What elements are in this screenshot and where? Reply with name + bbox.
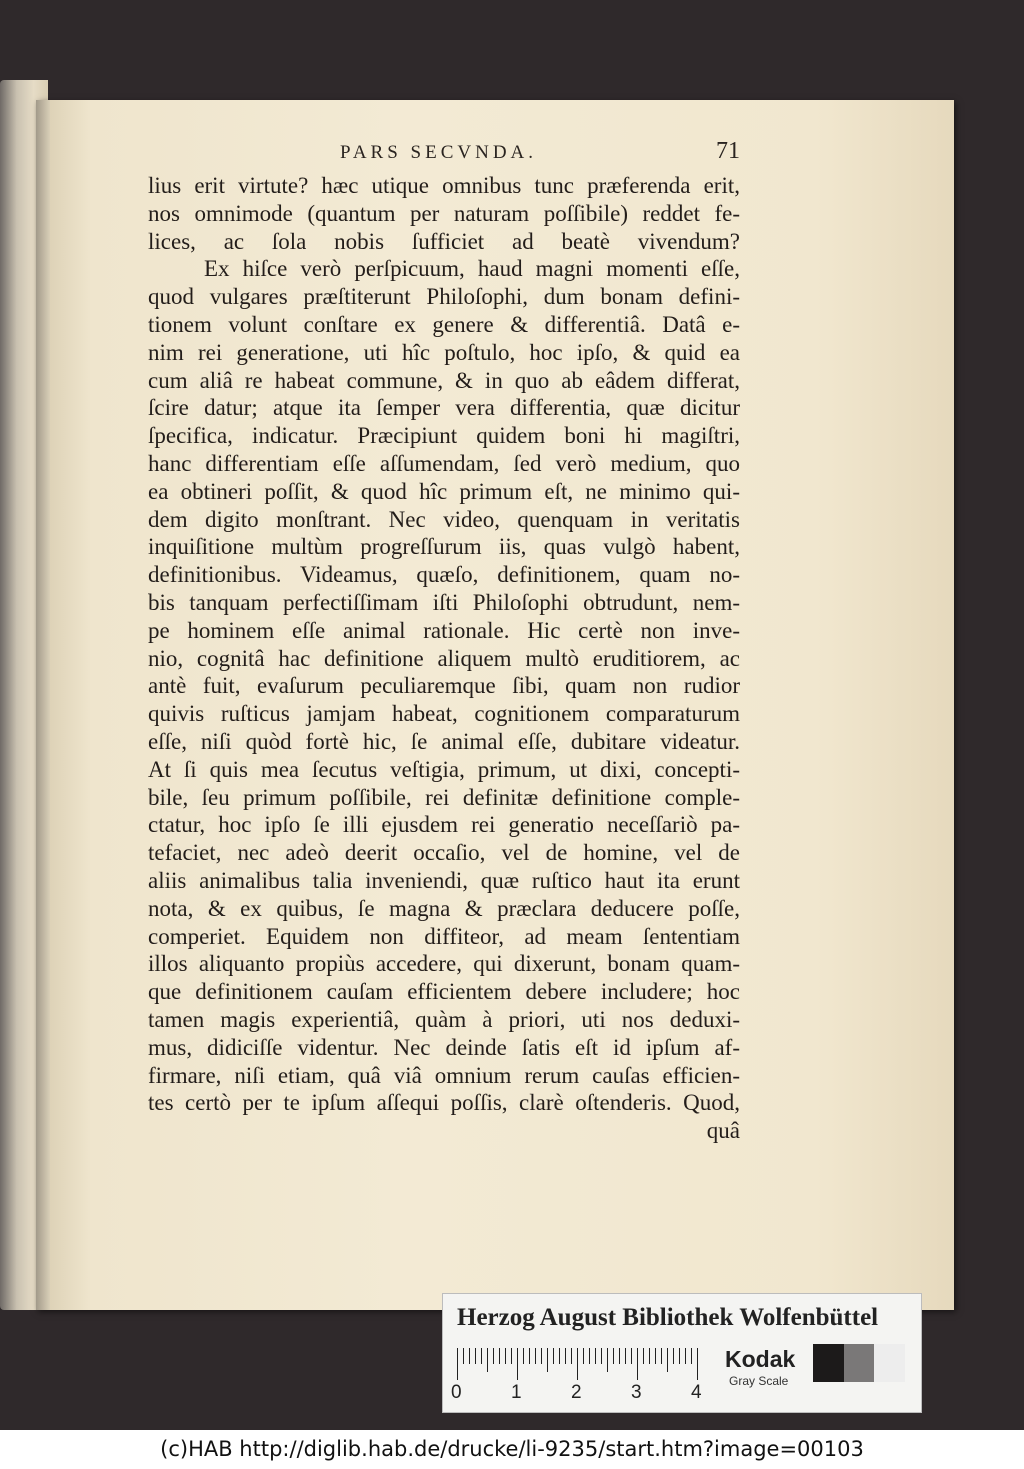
ruler-tick (643, 1348, 644, 1364)
text-line: firmare, niſi etiam, quâ viâ omnium rerum cauſas efficien- (148, 1062, 740, 1088)
text-line: que definitionem cauſam efficientem debere includere; hoc (148, 979, 740, 1005)
text-line: tamen magis experientiâ, quàm à priori, uti nos deduxi- (148, 1006, 740, 1032)
text-line: lius erit virtute? hæc utique omnibus tunc præferenda erit, (148, 173, 740, 198)
ruler-tick (607, 1348, 608, 1372)
ruler-tick (487, 1348, 488, 1372)
ruler-number: 3 (631, 1382, 642, 1403)
ruler-tick (493, 1348, 494, 1364)
text-line: nota, & ex quibus, ſe magna & præclara deducere poſſe, (148, 895, 740, 921)
text-line: antè fuit, evaſurum peculiaremque ſibi, quam non rudior (148, 673, 740, 699)
ruler-tick (625, 1348, 626, 1364)
ruler-tick (583, 1348, 584, 1364)
ruler-tick (691, 1348, 692, 1364)
ruler-tick (595, 1348, 596, 1364)
text-line: illos aliquanto propiùs accedere, qui dixerunt, bonam quam- (148, 951, 740, 977)
gray-swatch (844, 1344, 875, 1382)
ruler-tick (499, 1348, 500, 1364)
ruler-tick (637, 1348, 638, 1380)
ruler-numbers (451, 1382, 751, 1406)
text-line: hanc differentiam eſſe aſſumendam, ſed verò medium, quo (148, 450, 740, 476)
text-line: aliis animalibus talia inveniendi, quæ ruſtico haut ita erunt (148, 867, 740, 893)
ruler-tick (667, 1348, 668, 1372)
ruler-tick (565, 1348, 566, 1364)
ruler-tick (685, 1348, 686, 1364)
text-line: nim rei generatione, uti hîc poſtulo, hoc ipſo, & quid ea (148, 339, 740, 365)
text-line: inquiſitione multùm progreſſurum iis, quas vulgò habent, (148, 534, 740, 560)
text-line: Ex hiſce verò perſpicuum, haud magni momenti eſſe, (204, 256, 740, 282)
ruler-number: 2 (571, 1382, 582, 1403)
text-line: ctatur, hoc ipſo ſe illi ejusdem rei generatio neceſſariò pa- (148, 812, 740, 838)
page-gutter (36, 100, 50, 1310)
text-line: quod vulgares præſtiterunt Philoſophi, dum bonam defini- (148, 284, 740, 310)
text-line: definitionibus. Videamus, quæſo, definitionem, quam no- (148, 562, 740, 588)
text-line: bis tanquam perfectiſſimam iſti Philoſophi obtrudunt, nem- (148, 589, 740, 615)
page-number: 71 (716, 138, 740, 164)
ruler-tick (469, 1348, 470, 1364)
ruler-tick (505, 1348, 506, 1364)
text-line: pe hominem eſſe animal rationale. Hic certè non inve- (148, 617, 740, 643)
text-line: ea obtineri poſſit, & quod hîc primum eſt, ne minimo qui- (148, 478, 740, 504)
ruler-tick (553, 1348, 554, 1364)
ruler-tick (481, 1348, 482, 1364)
ruler-tick (697, 1348, 698, 1380)
text-line: comperiet. Equidem non diffiteor, ad meam ſententiam (148, 923, 740, 949)
ruler-tick (613, 1348, 614, 1364)
ruler-tick (661, 1348, 662, 1364)
ruler-tick (577, 1348, 578, 1380)
ruler-tick (529, 1348, 530, 1364)
ruler-tick (535, 1348, 536, 1364)
text-line: cum aliâ re habeat commune, & in quo ab eâdem differat, (148, 367, 740, 393)
ruler-tick (655, 1348, 656, 1364)
text-line: lices, ac ſola nobis ſufficiet ad beatè vivendum? (148, 228, 740, 254)
ruler-tick (631, 1348, 632, 1364)
text-line: ſcire datur; atque ita ſemper vera differentia, quæ dicitur (148, 395, 740, 421)
text-line: eſſe, niſi quòd fortè hic, ſe animal eſſe, dubitare videatur. (148, 728, 740, 754)
running-title: PARS SECVNDA. (340, 142, 538, 163)
ruler-tick (571, 1348, 572, 1364)
ruler-tick (673, 1348, 674, 1364)
color-card (442, 1293, 922, 1413)
text-line: nio, cognitâ hac definitione aliquem multò eruditiorem, ac (148, 645, 740, 671)
text-line: tefaciet, nec adeò deerit occaſio, vel de homine, vel de (148, 840, 740, 866)
ruler-tick (589, 1348, 590, 1364)
library-name: Herzog August Bibliothek Wolfenbüttel (457, 1304, 879, 1331)
text-line: tes certò per te ipſum aſſequi poſſis, clarè oſtenderis. Quod, (148, 1090, 740, 1116)
ruler-tick (523, 1348, 524, 1364)
text-line: tionem volunt conſtare ex genere & differentiâ. Datâ e- (148, 311, 740, 337)
ruler-tick (475, 1348, 476, 1364)
text-line: mus, didiciſſe videntur. Nec deinde ſatis eſt id ipſum af- (148, 1034, 740, 1060)
text-line: At ſi quis mea ſecutus veſtigia, primum, ut dixi, concepti- (148, 756, 740, 782)
running-header (340, 138, 740, 168)
ruler-tick (559, 1348, 560, 1364)
image-credit: (c)HAB http://diglib.hab.de/drucke/li-9235/start.htm?image=00103 (0, 1430, 1024, 1469)
ruler-number: 1 (511, 1382, 522, 1403)
gray-swatches (813, 1344, 905, 1382)
ruler-number: 0 (451, 1382, 462, 1403)
ruler-tick (601, 1348, 602, 1364)
text-line: bile, ſeu primum poſſibile, rei definitæ definitione comple- (148, 784, 740, 810)
ruler-tick (463, 1348, 464, 1364)
ruler-number: 4 (691, 1382, 702, 1403)
text-line: dem digito monſtrant. Nec video, quenquam in veritatis (148, 506, 740, 532)
gray-swatch (813, 1344, 844, 1382)
text-line: ſpecifica, indicatur. Præcipiunt quidem boni hi magiſtri, (148, 423, 740, 449)
ruler-tick (541, 1348, 542, 1364)
gray-swatch (874, 1344, 905, 1382)
catchword: quâ (706, 1118, 740, 1144)
ruler-tick (511, 1348, 512, 1364)
text-line: nos omnimode (quantum per naturam poſſibile) reddet fe- (148, 200, 740, 226)
gray-scale-label: Gray Scale (729, 1374, 789, 1388)
ruler-tick (619, 1348, 620, 1364)
ruler-tick (547, 1348, 548, 1372)
ruler-tick (649, 1348, 650, 1364)
text-line: quivis ruſticus jamjam habeat, cognitionem comparaturum (148, 701, 740, 727)
body-text (148, 172, 740, 1145)
kodak-logo: Kodak (725, 1346, 796, 1372)
ruler-tick (457, 1348, 458, 1380)
ruler-tick (679, 1348, 680, 1364)
scale-ruler (457, 1348, 707, 1380)
ruler-tick (517, 1348, 518, 1380)
